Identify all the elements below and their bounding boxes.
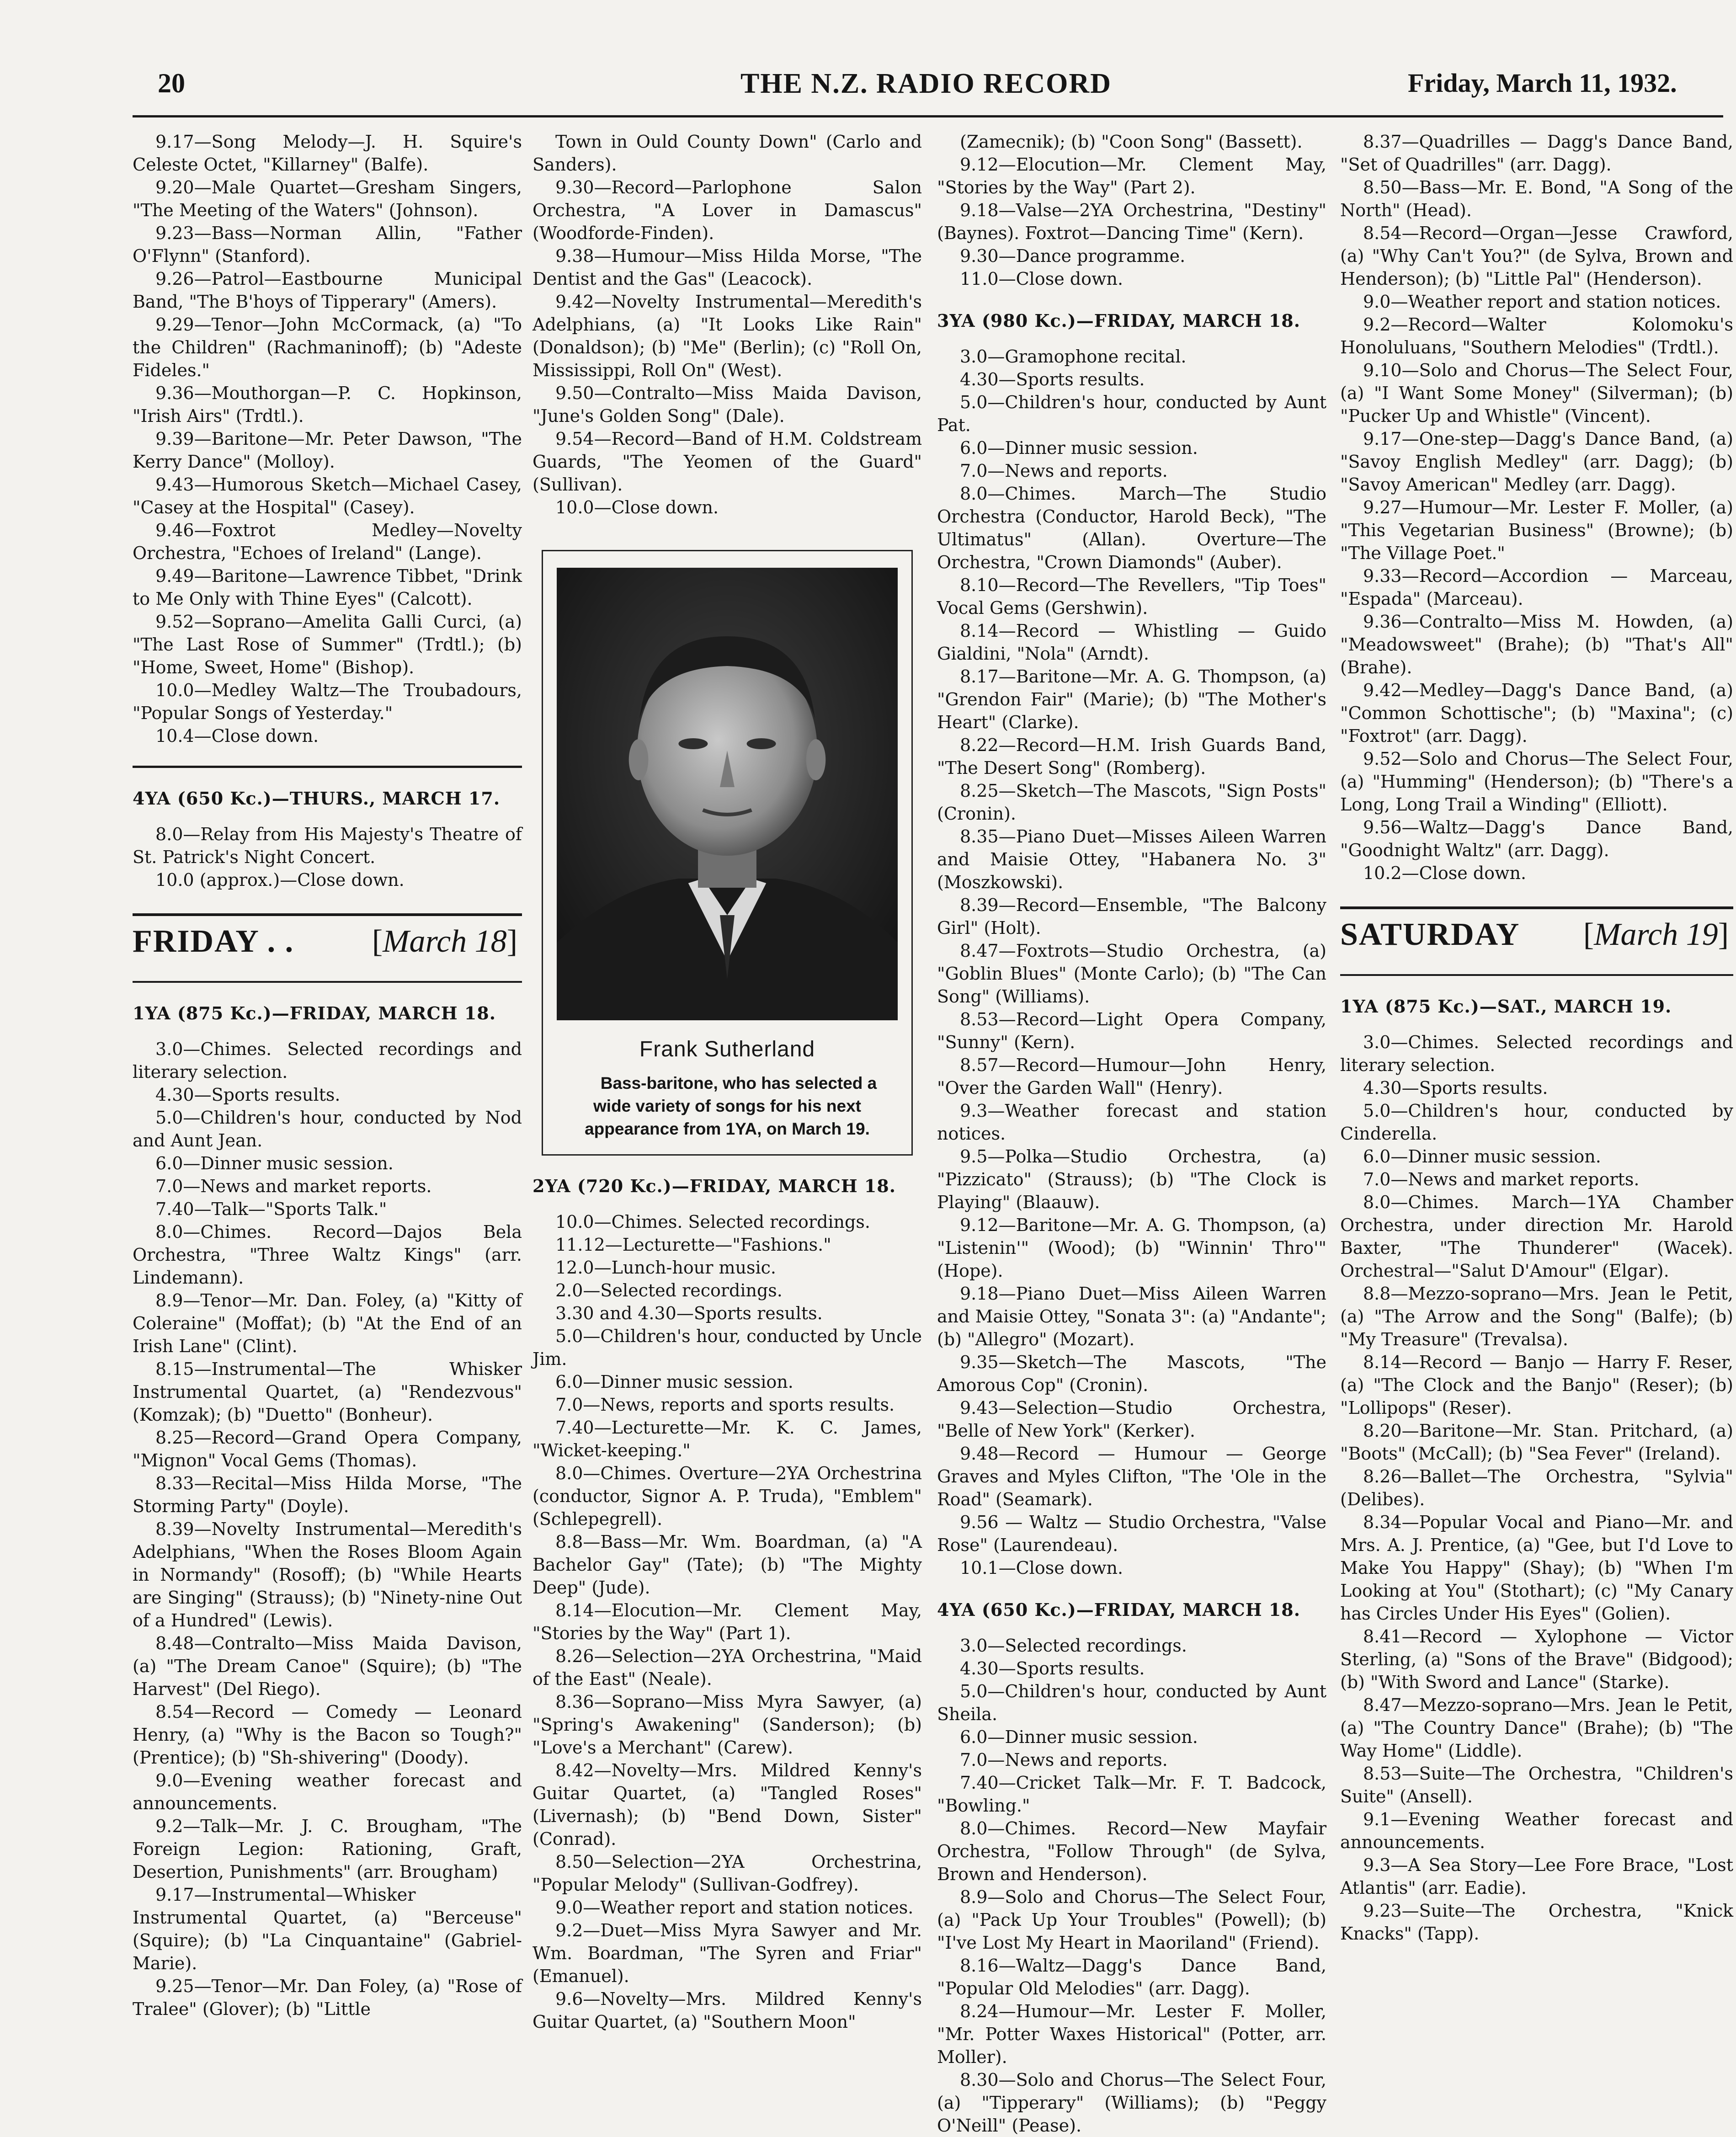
program-listing: 9.3—Weather forecast and station notices. (937, 1101, 1326, 1144)
station-heading: 4YA (650 Kc.)—FRIDAY, MARCH 18. (937, 1599, 1300, 1620)
program-listing: 9.17—Song Melody—J. H. Squire's Celeste Octet, "Killarney" (Balfe). (133, 132, 522, 175)
program-listing: 10.4—Close down. (155, 726, 319, 746)
column-4 (1340, 130, 1733, 2068)
program-listing: 9.30—Dance programme. (960, 246, 1186, 266)
program-listing: 9.39—Baritone—Mr. Peter Dawson, "The Kerry Dance" (Molloy). (133, 429, 522, 472)
program-listing: 3.0—Chimes. Selected recordings and literary selection. (1340, 1032, 1733, 1075)
column-3 (937, 130, 1326, 2136)
program-listing: 8.0—Chimes. Record—Dajos Bela Orchestra, "Three Waltz Kings" (arr. Lindemann). (133, 1222, 522, 1288)
program-listing: 8.57—Record—Humour—John Henry, "Over the Garden Wall" (Henry). (937, 1055, 1326, 1098)
program-listing: 8.39—Novelty Instrumental—Meredith's Adelphians, "When the Roses Bloom Again in Normandy" (Rosoff); (b) "While Hearts are Singing" (Strauss); (b) "Ninety-nine Out of a Hundred" (Lewis). (133, 1519, 522, 1631)
program-listing: 4.30—Sports results. (960, 1658, 1145, 1679)
program-listing: 3.0—Gramophone recital. (960, 346, 1187, 367)
program-listing: 8.53—Record—Light Opera Company, "Sunny" (Kern). (937, 1009, 1326, 1052)
program-listing: 6.0—Dinner music session. (155, 1153, 394, 1173)
program-listing: 8.47—Foxtrots—Studio Orchestra, (a) "Goblin Blues" (Monte Carlo); (b) "The Can Song" (Williams). (937, 941, 1326, 1007)
section-rule (133, 766, 522, 768)
program-listing: 6.0—Dinner music session. (555, 1372, 793, 1392)
program-listing: 8.34—Popular Vocal and Piano—Mr. and Mrs. A. J. Prentice, (a) "Gee, but I'd Love to Make You Happy" (Shay); (b) "When I'm Looking at You" (Stothart); (c) "My Canary has Circles Under His Eyes" (Golien). (1340, 1512, 1733, 1624)
listing-group (133, 823, 522, 891)
program-listing: 8.24—Humour—Mr. Lester F. Moller, "Mr. Potter Waxes Historical" (Potter, arr. Moller). (937, 2001, 1326, 2067)
program-listing: 7.0—News and reports. (960, 461, 1168, 481)
program-listing: 9.56 — Waltz — Studio Orchestra, "Valse Rose" (Laurendeau). (937, 1512, 1326, 1555)
program-listing: 9.54—Record—Band of H.M. Coldstream Guards, "The Yeomen of the Guard" (Sullivan). (533, 429, 922, 495)
program-listing: 12.0—Lunch-hour music. (555, 1258, 776, 1278)
program-listing: 9.2—Talk—Mr. J. C. Brougham, "The Foreign Legion: Rationing, Graft, Desertion, Punishments" (arr. Brougham) (133, 1816, 522, 1882)
program-listing: 8.0—Relay from His Majesty's Theatre of St. Patrick's Night Concert. (133, 824, 522, 867)
listing-group (937, 1634, 1326, 2137)
program-listing: 8.50—Selection—2YA Orchestrina, "Popular Melody" (Sullivan-Godfrey). (533, 1852, 922, 1895)
program-listing: 2.0—Selected recordings. (555, 1280, 783, 1300)
program-listing: 8.50—Bass—Mr. E. Bond, "A Song of the North" (Head). (1340, 177, 1733, 220)
program-listing: 9.23—Suite—The Orchestra, "Knick Knacks" (Tapp). (1340, 1901, 1733, 1944)
program-listing: 9.35—Sketch—The Mascots, "The Amorous Cop" (Cronin). (937, 1352, 1326, 1395)
listing-group (133, 1038, 522, 2020)
program-listing: 10.0—Chimes. Selected recordings. (555, 1212, 870, 1232)
photo-caption-text: Bass-baritone, who has selected a wide variety of songs for his next appearance from 1YA, on March 19. (585, 1074, 877, 1138)
program-listing: 8.42—Novelty—Mrs. Mildred Kenny's Guitar Quartet, (a) "Tangled Roses" (Livernash); (b) "Bend Down, Sister" (Conrad). (533, 1760, 922, 1849)
program-listing: 9.0—Weather report and station notices. (555, 1897, 914, 1918)
program-listing: 9.46—Foxtrot Medley—Novelty Orchestra, "Echoes of Ireland" (Lange). (133, 520, 522, 563)
program-listing: 8.54—Record—Organ—Jesse Crawford, (a) "Why Can't You?" (de Sylva, Brown and Henderson); (b) "Little Pal" (Henderson). (1340, 223, 1733, 289)
program-listing: 8.25—Sketch—The Mascots, "Sign Posts" (Cronin). (937, 781, 1326, 824)
program-listing: 4.30—Sports results. (1363, 1078, 1548, 1098)
program-listing: 9.0—Evening weather forecast and announcements. (133, 1770, 522, 1813)
program-listing: 9.23—Bass—Norman Allin, "Father O'Flynn" (Stanford). (133, 223, 522, 266)
program-listing: 9.18—Valse—2YA Orchestrina, "Destiny" (Baynes). Foxtrot—Dancing Time" (Kern). (937, 200, 1326, 243)
program-listing: 9.20—Male Quartet—Gresham Singers, "The Meeting of the Waters" (Johnson). (133, 177, 522, 220)
program-listing: 8.8—Bass—Mr. Wm. Boardman, (a) "A Bachelor Gay" (Tate); (b) "The Mighty Deep" (Jude). (533, 1532, 922, 1598)
program-listing: 8.25—Record—Grand Opera Company, "Mignon" Vocal Gems (Thomas). (133, 1428, 522, 1471)
program-listing: 9.29—Tenor—John McCormack, (a) "To the Children" (Rachmaninoff); (b) "Adeste Fideles." (133, 314, 522, 380)
program-listing: 8.14—Elocution—Mr. Clement May, "Stories by the Way" (Part 1). (533, 1600, 922, 1643)
program-listing: 8.37—Quadrilles — Dagg's Dance Band, "Set of Quadrilles" (arr. Dagg). (1340, 132, 1733, 175)
program-listing: 7.0—News and market reports. (155, 1176, 432, 1196)
program-listing: 8.36—Soprano—Miss Myra Sawyer, (a) "Spring's Awakening" (Sanderson); (b) "Love's a Merchant" (Carew). (533, 1692, 922, 1758)
program-listing: 9.1—Evening Weather forecast and announcements. (1340, 1809, 1733, 1852)
program-listing: 8.33—Recital—Miss Hilda Morse, "The Storming Party" (Doyle). (133, 1473, 522, 1516)
day-date-wrapper: [March 19] (1583, 917, 1729, 952)
day-date-wrapper: [March 18] (372, 924, 517, 959)
program-listing: 10.0—Close down. (555, 497, 719, 517)
program-listing: 8.30—Solo and Chorus—The Select Four, (a) "Tipperary" (Williams); (b) "Peggy O'Neill" (Pease). (937, 2070, 1326, 2136)
program-listing: 9.12—Elocution—Mr. Clement May, "Stories by the Way" (Part 2). (937, 155, 1326, 197)
program-listing: 9.52—Solo and Chorus—The Select Four, (a) "Humming" (Henderson); (b) "There's a Long, Long Trail a Winding" (Elliott). (1340, 749, 1733, 815)
day-date: March 18 (383, 924, 507, 959)
program-listing: 9.38—Humour—Miss Hilda Morse, "The Dentist and the Gas" (Leacock). (533, 246, 922, 289)
program-listing: 8.47—Mezzo-soprano—Mrs. Jean le Petit, (a) "The Country Dance" (Brahe); (b) "The Way Home" (Liddle). (1340, 1695, 1733, 1761)
program-listing: 10.2—Close down. (1363, 863, 1527, 883)
program-listing: 9.3—A Sea Story—Lee Fore Brace, "Lost Atlantis" (arr. Eadie). (1340, 1855, 1733, 1898)
program-listing: 8.0—Chimes. Overture—2YA Orchestrina (conductor, Signor A. P. Truda), "Emblem" (Schlepegrell). (533, 1463, 922, 1529)
program-listing: 8.20—Baritone—Mr. Stan. Pritchard, (a) "Boots" (McCall); (b) "Sea Fever" (Ireland). (1340, 1421, 1733, 1464)
program-listing: 9.25—Tenor—Mr. Dan Foley, (a) "Rose of Tralee" (Glover); (b) "Little (133, 1976, 522, 2019)
program-listing: 11.12—Lecturette—"Fashions." (555, 1235, 831, 1255)
day-date: March 19 (1594, 917, 1718, 952)
program-listing: 10.0—Medley Waltz—The Troubadours, "Popular Songs of Yesterday." (133, 680, 522, 723)
program-listing: Town in Ould County Down" (Carlo and Sanders). (533, 132, 922, 175)
station-heading: 2YA (720 Kc.)—FRIDAY, MARCH 18. (533, 1176, 896, 1196)
station-heading: 1YA (875 Kc.)—FRIDAY, MARCH 18. (133, 1003, 496, 1023)
program-listing: 9.42—Novelty Instrumental—Meredith's Adelphians, (a) "It Looks Like Rain" (Donaldson); (b) "Me" (Berlin); (c) "Roll On, Mississippi, Roll On" (West). (533, 292, 922, 380)
program-listing: (Zamecnik); (b) "Coon Song" (Bassett). (960, 132, 1303, 152)
program-listing: 9.10—Solo and Chorus—The Select Four, (a) "I Want Some Money" (Silverman); (b) "Pucker Up and Whistle" (Vincent). (1340, 360, 1733, 426)
program-listing: 7.0—News and reports. (960, 1750, 1168, 1770)
program-listing: 9.49—Baritone—Lawrence Tibbet, "Drink to Me Only with Thine Eyes" (Calcott). (133, 566, 522, 609)
day-banner-friday (133, 913, 522, 983)
station-heading: 4YA (650 Kc.)—THURS., MARCH 17. (133, 788, 501, 809)
program-listing: 9.36—Mouthorgan—P. C. Hopkinson, "Irish Airs" (Trdtl.). (133, 383, 522, 426)
header-rule (133, 115, 1723, 117)
program-listing: 8.35—Piano Duet—Misses Aileen Warren and Maisie Ottey, "Habanera No. 3" (Moszkowski). (937, 826, 1326, 892)
program-listing: 8.0—Chimes. March—1YA Chamber Orchestra, under direction Mr. Harold Baxter, "The Thunderer" (Wacek). Orchestral—"Salut D'Amour" (Elgar). (1340, 1192, 1733, 1281)
listing-group (133, 130, 522, 747)
program-listing: 4.30—Sports results. (960, 369, 1145, 389)
program-listing: 5.0—Children's hour, conducted by Nod and Aunt Jean. (133, 1108, 522, 1151)
program-listing: 10.0 (approx.)—Close down. (155, 870, 405, 890)
station-heading: 3YA (980 Kc.)—FRIDAY, MARCH 18. (937, 310, 1300, 331)
program-listing: 6.0—Dinner music session. (960, 438, 1198, 458)
program-listing: 8.53—Suite—The Orchestra, "Children's Suite" (Ansell). (1340, 1764, 1733, 1807)
program-listing: 8.22—Record—H.M. Irish Guards Band, "The Desert Song" (Romberg). (937, 735, 1326, 778)
program-listing: 9.30—Record—Parlophone Salon Orchestra, "A Lover in Damascus" (Woodforde-Finden). (533, 177, 922, 243)
program-listing: 8.26—Ballet—The Orchestra, "Sylvia" (Delibes). (1340, 1466, 1733, 1509)
program-listing: 5.0—Children's hour, conducted by Aunt Sheila. (937, 1681, 1326, 1724)
program-listing: 9.18—Piano Duet—Miss Aileen Warren and Maisie Ottey, "Sonata 3": (a) "Andante"; (b) "Allegro" (Mozart). (937, 1284, 1326, 1349)
page-number: 20 (158, 68, 185, 98)
issue-date: Friday, March 11, 1932. (1408, 68, 1677, 98)
column-1 (133, 130, 522, 2068)
program-listing: 4.30—Sports results. (155, 1085, 341, 1105)
program-listing: 3.30 and 4.30—Sports results. (555, 1303, 823, 1323)
program-listing: 7.0—News, reports and sports results. (555, 1395, 895, 1415)
program-listing: 7.40—Talk—"Sports Talk." (155, 1199, 387, 1219)
program-listing: 5.0—Children's hour, conducted by Aunt Pat. (937, 392, 1326, 435)
program-listing: 7.40—Lecturette—Mr. K. C. James, "Wicket-keeping." (533, 1418, 922, 1460)
program-listing: 9.0—Weather report and station notices. (1363, 292, 1721, 312)
program-listing: 7.0—News and market reports. (1363, 1169, 1640, 1189)
program-listing: 6.0—Dinner music session. (960, 1727, 1198, 1747)
program-listing: 9.36—Contralto—Miss M. Howden, (a) "Meadowsweet" (Brahe); (b) "That's All" (Brahe). (1340, 612, 1733, 677)
program-listing: 9.33—Record—Accordion — Marceau, "Espada" (Marceau). (1340, 566, 1733, 609)
column-2 (533, 130, 922, 2068)
program-listing: 5.0—Children's hour, conducted by Uncle Jim. (533, 1326, 922, 1369)
program-listing: 8.15—Instrumental—The Whisker Instrumental Quartet, (a) "Rendezvous" (Komzak); (b) "Duetto" (Bonheur). (133, 1359, 522, 1425)
program-listing: 9.2—Record—Walter Kolomoku's Honoluluans, "Southern Melodies" (Trdtl.). (1340, 314, 1733, 357)
program-listing: 9.50—Contralto—Miss Maida Davison, "June's Golden Song" (Dale). (533, 383, 922, 426)
listing-group (937, 345, 1326, 1579)
program-listing: 5.0—Children's hour, conducted by Cinderella. (1340, 1101, 1733, 1144)
day-banner-saturday (1340, 906, 1733, 976)
program-listing: 6.0—Dinner music session. (1363, 1146, 1601, 1167)
listing-group (533, 130, 922, 519)
listing-group (1340, 1031, 1733, 1945)
listing-group (533, 1210, 922, 2033)
listing-group (1340, 130, 1733, 885)
program-listing: 8.8—Mezzo-soprano—Mrs. Jean le Petit, (a) "The Arrow and the Song" (Balfe); (b) "My Treasure" (Trevalsa). (1340, 1284, 1733, 1349)
program-listing: 9.43—Humorous Sketch—Michael Casey, "Casey at the Hospital" (Casey). (133, 474, 522, 517)
program-listing: 9.12—Baritone—Mr. A. G. Thompson, (a) "Listenin'" (Wood); (b) "Winnin' Thro'" (Hope). (937, 1215, 1326, 1281)
program-listing: 8.26—Selection—2YA Orchestrina, "Maid of the East" (Neale). (533, 1646, 922, 1689)
program-listing: 9.42—Medley—Dagg's Dance Band, (a) "Common Schottische"; (b) "Maxina"; (c) "Foxtrot" (arr. Dagg). (1340, 680, 1733, 746)
publication-title: THE N.Z. RADIO RECORD (740, 68, 1112, 99)
program-listing: 8.10—Record—The Revellers, "Tip Toes" Vocal Gems (Gershwin). (937, 575, 1326, 618)
program-listing: 9.27—Humour—Mr. Lester F. Moller, (a) "This Vegetarian Business" (Browne); (b) "The Village Poet." (1340, 497, 1733, 563)
program-listing: 8.41—Record — Xylophone — Victor Sterling, (a) "Sons of the Brave" (Bidgood); (b) "With Sword and Lance" (Starke). (1340, 1626, 1733, 1692)
program-listing: 8.16—Waltz—Dagg's Dance Band, "Popular Old Melodies" (arr. Dagg). (937, 1956, 1326, 1998)
program-listing: 9.43—Selection—Studio Orchestra, "Belle of New York" (Kerker). (937, 1398, 1326, 1441)
program-listing: 8.0—Chimes. March—The Studio Orchestra (Conductor, Harold Beck), "The Ultimatus" (Allan). Overture—The Orchestra, "Crown Diamonds" (Auber). (937, 484, 1326, 572)
program-listing: 9.5—Polka—Studio Orchestra, (a) "Pizzicato" (Strauss); (b) "The Clock is Playing" (Blaauw). (937, 1146, 1326, 1212)
program-listing: 8.9—Tenor—Mr. Dan. Foley, (a) "Kitty of Coleraine" (Moffat); (b) "At the End of an Irish Lane" (Clint). (133, 1290, 522, 1356)
day-name: FRIDAY . . (133, 924, 294, 959)
program-listing: 9.17—One-step—Dagg's Dance Band, (a) "Savoy English Medley" (arr. Dagg); (b) "Savoy American" Medley (arr. Dagg). (1340, 429, 1733, 495)
program-listing: 10.1—Close down. (960, 1558, 1124, 1578)
program-listing: 8.9—Solo and Chorus—The Select Four, (a) "Pack Up Your Troubles" (Powell); (b) "I've Lost My Heart in Maoriland" (Friend). (937, 1887, 1326, 1953)
program-listing: 9.2—Duet—Miss Myra Sawyer and Mr. Wm. Boardman, "The Syren and Friar" (Emanuel). (533, 1920, 922, 1986)
day-name: SATURDAY (1340, 917, 1520, 952)
program-listing: 8.48—Contralto—Miss Maida Davison, (a) "The Dream Canoe" (Squire); (b) "The Harvest" (Del Riego). (133, 1633, 522, 1699)
station-heading: 1YA (875 Kc.)—SAT., MARCH 19. (1340, 996, 1672, 1017)
program-listing: 9.52—Soprano—Amelita Galli Curci, (a) "The Last Rose of Summer" (Trdtl.); (b) "Home, Sweet, Home" (Bishop). (133, 612, 522, 677)
program-listing: 3.0—Chimes. Selected recordings and literary selection. (133, 1039, 522, 1082)
program-listing: 9.6—Novelty—Mrs. Mildred Kenny's Guitar Quartet, (a) "Southern Moon" (533, 1989, 922, 2032)
program-listing: 8.39—Record—Ensemble, "The Balcony Girl" (Holt). (937, 895, 1326, 938)
photo-caption-name: Frank Sutherland (639, 1037, 815, 1061)
program-listing: 8.14—Record — Banjo — Harry F. Reser, (a) "The Clock and the Banjo" (Reser); (b) "Lollipops" (Reser). (1340, 1352, 1733, 1418)
portrait-photo (557, 568, 898, 1020)
program-listing: 8.0—Chimes. Record—New Mayfair Orchestra, "Follow Through" (de Sylva, Brown and Henderson). (937, 1818, 1326, 1884)
program-listing: 8.14—Record — Whistling — Guido Gialdini, "Nola" (Arndt). (937, 621, 1326, 664)
program-listing: 3.0—Selected recordings. (960, 1636, 1187, 1656)
program-listing: 11.0—Close down. (960, 269, 1124, 289)
program-listing: 8.17—Baritone—Mr. A. G. Thompson, (a) "Grendon Fair" (Marie); (b) "The Mother's Heart" (Clarke). (937, 666, 1326, 732)
program-listing: 9.56—Waltz—Dagg's Dance Band, "Goodnight Waltz" (arr. Dagg). (1340, 817, 1733, 860)
program-listing: 9.26—Patrol—Eastbourne Municipal Band, "The B'hoys of Tipperary" (Amers). (133, 269, 522, 312)
program-listing: 9.48—Record — Humour — George Graves and Myles Clifton, "The 'Ole in the Road" (Seamark). (937, 1444, 1326, 1509)
program-listing: 8.54—Record — Comedy — Leonard Henry, (a) "Why is the Bacon so Tough?" (Prentice); (b) "Sh-shivering" (Doody). (133, 1702, 522, 1768)
program-listing: 7.40—Cricket Talk—Mr. F. T. Badcock, "Bowling." (937, 1773, 1326, 1816)
listing-group (937, 130, 1326, 290)
photo-feature (542, 550, 913, 1156)
program-listing: 9.17—Instrumental—Whisker Instrumental Quartet, (a) "Berceuse" (Squire); (b) "La Cinquantaine" (Gabriel-Marie). (133, 1885, 522, 1973)
